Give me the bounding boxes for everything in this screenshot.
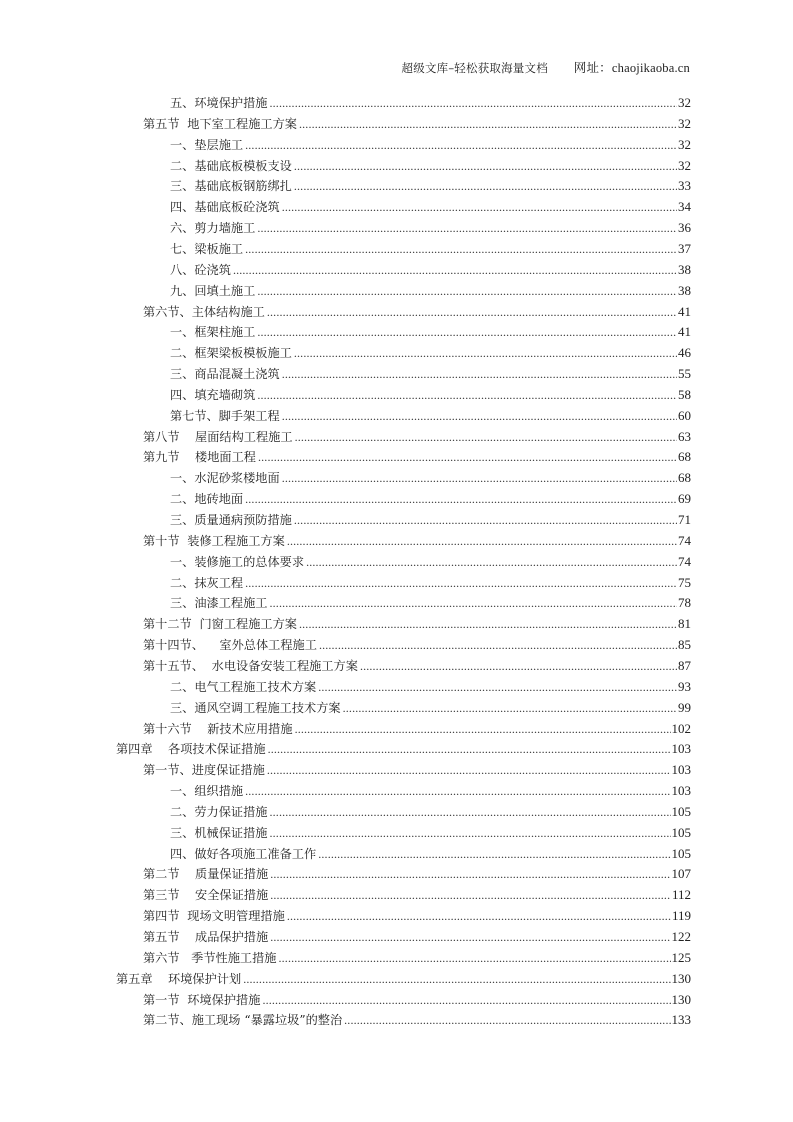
toc-dot-leader (257, 387, 677, 403)
toc-entry-title: 三、商品混凝土浇筑 (170, 367, 280, 382)
toc-entry-title: 二、抹灰工程 (170, 575, 244, 590)
toc-dot-leader (270, 804, 671, 820)
toc-page-number: 32 (678, 157, 691, 173)
toc-dot-leader (245, 137, 677, 153)
toc-page-number: 37 (678, 240, 691, 256)
toc-dot-leader (270, 887, 671, 903)
toc-entry-title: 第四节 现场文明管理措施 (143, 909, 285, 924)
toc-section-entry[interactable] (143, 425, 691, 445)
toc-item-entry[interactable] (170, 571, 691, 591)
toc-section-entry[interactable] (143, 904, 691, 924)
toc-dot-leader (282, 366, 677, 382)
toc-entry-title: 第一节、进度保证措施 (143, 763, 265, 778)
toc-section-entry[interactable] (143, 717, 691, 737)
toc-dot-leader (287, 908, 671, 924)
toc-page-number: 105 (671, 803, 691, 819)
toc-entry-title: 四、做好各项施工准备工作 (170, 846, 317, 861)
toc-entry-title: 一、框架柱施工 (170, 325, 256, 340)
toc-entry-title: 三、基础底板钢筋绑扎 (170, 179, 292, 194)
toc-dot-leader (245, 491, 677, 507)
toc-entry-title: 三、质量通病预防措施 (170, 513, 292, 527)
toc-page-number: 68 (678, 470, 691, 486)
toc-item-entry[interactable] (170, 821, 691, 841)
toc-section-entry[interactable] (143, 946, 691, 966)
toc-page-number: 119 (671, 908, 691, 924)
toc-page-number: 130 (671, 970, 691, 986)
toc-item-entry[interactable] (170, 91, 691, 111)
toc-item-entry[interactable] (170, 696, 691, 716)
toc-entry-title: 二、框架梁板模板施工 (170, 346, 292, 361)
toc-page-number: 38 (678, 282, 691, 298)
toc-page-number: 36 (678, 220, 691, 236)
toc-dot-leader (233, 262, 677, 278)
toc-dot-leader (279, 950, 671, 966)
toc-item-entry[interactable] (170, 591, 691, 611)
toc-dot-leader (270, 595, 678, 611)
toc-section-entry[interactable] (143, 112, 691, 132)
toc-entry-title: 九、回填土施工 (170, 283, 256, 298)
toc-page-number: 133 (671, 1012, 691, 1028)
toc-dot-leader (318, 679, 677, 695)
toc-page-number: 74 (678, 532, 691, 548)
toc-entry-title: 第十六节 新技术应用措施 (143, 721, 293, 736)
toc-page-number: 60 (678, 407, 691, 423)
toc-dot-leader (262, 992, 670, 1008)
toc-entry-title: 第二节 质量保证措施 (143, 867, 269, 882)
toc-dot-leader (270, 929, 670, 945)
library-slogan: 超级文库–轻松获取海量文档 (401, 61, 548, 75)
toc-dot-leader (258, 449, 677, 465)
toc-item-entry[interactable] (170, 154, 691, 174)
toc-item-entry[interactable] (170, 341, 691, 361)
toc-item-entry[interactable] (170, 779, 691, 799)
toc-page-number: 78 (678, 595, 691, 611)
toc-item-entry[interactable] (170, 466, 691, 486)
site-label: 网址： (573, 61, 612, 75)
toc-page-number: 99 (678, 699, 691, 715)
toc-entry-title: 第五节 地下室工程施工方案 (143, 116, 297, 131)
toc-entry-title: 二、地砖地面 (170, 492, 244, 507)
toc-entry-title: 一、水泥砂浆楼地面 (170, 471, 280, 486)
page-header (402, 58, 690, 76)
toc-page-number: 41 (678, 303, 691, 319)
toc-dot-leader (360, 658, 677, 674)
toc-entry-title: 八、砼浇筑 (170, 262, 231, 277)
toc-section-entry[interactable] (143, 633, 691, 653)
toc-section-entry[interactable] (143, 883, 691, 903)
toc-item-entry[interactable] (170, 258, 691, 278)
toc-page-number: 55 (678, 366, 691, 382)
toc-dot-leader (319, 637, 677, 653)
toc-page-number: 41 (678, 324, 691, 340)
toc-item-entry[interactable] (170, 195, 691, 215)
toc-section-entry[interactable] (143, 300, 691, 320)
toc-item-entry[interactable] (170, 383, 691, 403)
toc-dot-leader (299, 116, 677, 132)
toc-dot-leader (270, 825, 671, 841)
toc-page-number: 105 (671, 845, 691, 861)
toc-page-number: 58 (678, 386, 691, 402)
toc-item-entry[interactable] (170, 508, 691, 528)
toc-entry-title: 第二节、施工现场 “暴露垃圾”的整治 (143, 1013, 343, 1028)
toc-entry-title: 第六节 季节性施工措施 (143, 950, 277, 965)
toc-dot-leader (294, 512, 677, 528)
toc-page-number: 32 (678, 115, 691, 131)
toc-entry-title: 三、机械保证措施 (170, 825, 268, 840)
toc-dot-leader (306, 554, 677, 570)
toc-dot-leader (267, 304, 677, 320)
toc-section-entry[interactable] (143, 988, 691, 1008)
toc-page-number: 125 (671, 949, 691, 965)
toc-page-number: 103 (671, 741, 691, 757)
toc-dot-leader (270, 866, 670, 882)
toc-section-entry[interactable] (143, 529, 691, 549)
toc-dot-leader (295, 721, 671, 737)
toc-entry-title: 二、劳力保证措施 (170, 804, 268, 819)
toc-page-number: 38 (678, 261, 691, 277)
toc-dot-leader (282, 470, 677, 486)
toc-page-number: 85 (678, 637, 691, 653)
toc-dot-leader (294, 178, 677, 194)
toc-entry-title: 二、基础底板模板支设 (170, 158, 292, 173)
toc-page-number: 68 (678, 449, 691, 465)
toc-entry-title: 第八节 屋面结构工程施工 (143, 429, 293, 444)
toc-item-entry[interactable] (170, 800, 691, 820)
toc-dot-leader (267, 762, 671, 778)
toc-page-number: 102 (671, 720, 691, 736)
toc-page-number: 87 (678, 657, 691, 673)
toc-dot-leader (318, 846, 670, 862)
toc-item-entry[interactable] (170, 404, 691, 424)
site-url: chaojikaoba.cn (611, 61, 690, 75)
toc-entry-title: 第十二节 门窗工程施工方案 (143, 617, 297, 632)
toc-page-number: 33 (678, 178, 691, 194)
toc-entry-title: 第一节 环境保护措施 (143, 992, 261, 1007)
toc-item-entry[interactable] (170, 362, 691, 382)
toc-entry-title: 第十节 装修工程施工方案 (143, 533, 285, 548)
toc-entry-title: 第五节 成品保护措施 (143, 930, 269, 944)
toc-dot-leader (257, 324, 677, 340)
toc-chapter-entry[interactable] (116, 967, 691, 987)
toc-entry-title: 一、组织措施 (170, 784, 244, 799)
toc-entry-title: 第七节、脚手架工程 (170, 408, 280, 423)
toc-page-number: 112 (671, 887, 691, 903)
toc-entry-title: 七、梁板施工 (170, 241, 244, 256)
toc-dot-leader (270, 95, 678, 111)
toc-dot-leader (245, 241, 677, 257)
toc-section-entry[interactable] (143, 445, 691, 465)
toc-entry-title: 四、填充墙砌筑 (170, 387, 256, 402)
toc-item-entry[interactable] (170, 487, 691, 507)
toc-dot-leader (268, 741, 671, 757)
toc-page-number: 130 (671, 991, 691, 1007)
toc-page-number: 103 (671, 783, 691, 799)
toc-entry-title: 三、油漆工程施工 (170, 596, 268, 611)
toc-dot-leader (282, 408, 677, 424)
toc-dot-leader (243, 971, 670, 987)
toc-item-entry[interactable] (170, 842, 691, 862)
toc-page-number: 103 (671, 762, 691, 778)
toc-section-entry[interactable] (143, 862, 691, 882)
toc-item-entry[interactable] (170, 133, 691, 153)
toc-section-entry[interactable] (143, 925, 691, 945)
toc-item-entry[interactable] (170, 675, 691, 695)
toc-chapter-entry[interactable] (116, 737, 691, 757)
toc-entry-title: 三、通风空调工程施工技术方案 (170, 700, 341, 715)
toc-dot-leader (245, 783, 670, 799)
toc-dot-leader (257, 283, 677, 299)
toc-item-entry[interactable] (170, 279, 691, 299)
toc-entry-title: 第六节、主体结构施工 (143, 304, 265, 319)
toc-page-number: 75 (678, 574, 691, 590)
toc-section-entry[interactable] (143, 758, 691, 778)
toc-section-entry[interactable] (143, 612, 691, 632)
toc-entry-title: 一、垫层施工 (170, 137, 244, 152)
toc-item-entry[interactable] (170, 174, 691, 194)
toc-entry-title: 五、环境保护措施 (170, 96, 268, 110)
toc-page-number: 122 (671, 929, 691, 944)
toc-section-entry[interactable] (143, 1008, 691, 1028)
toc-page-number: 105 (671, 824, 691, 840)
toc-page-number: 107 (671, 866, 691, 882)
toc-dot-leader (245, 575, 677, 591)
toc-entry-title: 第十四节、 室外总体工程施工 (143, 638, 317, 653)
toc-page-number: 63 (678, 428, 691, 444)
toc-page-number: 46 (678, 345, 691, 361)
toc-page-number: 81 (678, 616, 691, 632)
toc-page-number: 74 (678, 553, 691, 569)
toc-dot-leader (343, 700, 677, 716)
toc-entry-title: 一、装修施工的总体要求 (170, 554, 305, 569)
toc-dot-leader (294, 345, 677, 361)
toc-page-number: 69 (678, 491, 691, 507)
toc-page-number: 93 (678, 678, 691, 694)
toc-entry-title: 第三节 安全保证措施 (143, 888, 269, 903)
toc-page-number: 32 (678, 95, 691, 110)
toc-item-entry[interactable] (170, 550, 691, 570)
toc-item-entry[interactable] (170, 237, 691, 257)
toc-dot-leader (282, 199, 677, 215)
toc-dot-leader (257, 220, 677, 236)
toc-page-number: 71 (678, 512, 691, 527)
toc-item-entry[interactable] (170, 320, 691, 340)
toc-dot-leader (299, 616, 677, 632)
toc-page-number: 34 (678, 199, 691, 215)
toc-entry-title: 第五章 环境保护计划 (116, 971, 242, 986)
toc-section-entry[interactable] (143, 654, 691, 674)
toc-dot-leader (295, 429, 677, 445)
site-info (574, 61, 690, 75)
toc-page-number: 32 (678, 136, 691, 152)
toc-entry-title: 二、电气工程施工技术方案 (170, 679, 317, 694)
toc-entry-title: 六、剪力墙施工 (170, 221, 256, 236)
toc-entry-title: 第九节 楼地面工程 (143, 450, 256, 465)
toc-dot-leader (294, 158, 677, 174)
toc-item-entry[interactable] (170, 216, 691, 236)
toc-entry-title: 四、基础底板砼浇筑 (170, 200, 280, 215)
toc-entry-title: 第十五节、 水电设备安装工程施工方案 (143, 658, 358, 673)
toc-entry-title: 第四章 各项技术保证措施 (116, 742, 266, 757)
toc-dot-leader (287, 533, 677, 549)
toc-dot-leader (344, 1012, 670, 1028)
